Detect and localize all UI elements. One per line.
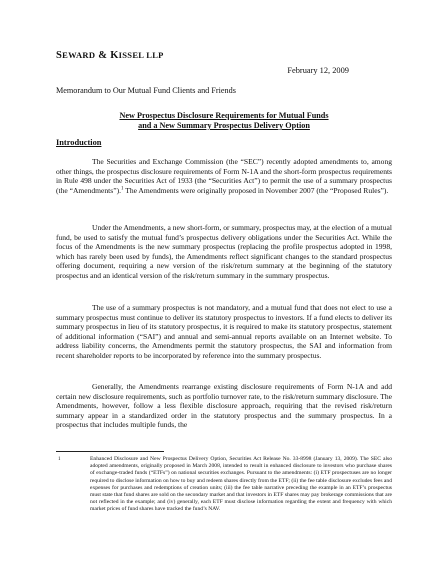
firm-letterhead (56, 50, 164, 61)
memo-title (56, 111, 392, 131)
firm-initial-1: S (56, 50, 63, 61)
paragraph-1 (56, 157, 392, 195)
memo-recipients: Memorandum to Our Mutual Fund Clients and Friends (56, 86, 236, 95)
footnote-text: Enhanced Disclosure and New Prospectus Delivery Option, Securities Act Release No. 33-8998 (January 13, 2009). The SEC also adopted amendments, originally proposed in March 2008, intended to result in enhanced disclosure to investors who purchase shares of exchange-traded funds (“ETFs”) on national securities exchanges. Pursuant to the amendments: (i) ETF prospectuses are no longer required to disclose information on how to buy and redeem shares directly from the ETF; (ii) the fee table disclosure excludes fees and expenses for purchases and redemptions of creation units; (iii) the fee table narrative preceding the example in an ETF’s prospectus must state that fund shares are sold on the secondary market and that investors in ETF shares may pay brokerage commissions that are not reflected in the example; and (iv) generally, each ETF must disclose information regarding the extent and frequency with which market prices of fund shares have tracked the fund’s NAV. (90, 456, 392, 513)
firm-name-2: ISSEL LLP (118, 50, 164, 60)
paragraph-1-tail: The Amendments were originally proposed in November 2007 (the “Proposed Rules”). (123, 185, 389, 195)
footnote-reference[interactable]: 1 (120, 186, 124, 192)
firm-name-1: EWARD (62, 50, 96, 60)
paragraph-3: The use of a summary prospectus is not mandatory, and a mutual fund that does not elect to use a summary prospectus must continue to deliver its statutory prospectus to investors. If a fund elects to deliver its summary prospectus in lieu of its statutory prospectus, it is required to make its statutory prospectus, statement of additional information (“SAI”) and annual and semi-annual reports available on an Internet website. To address liability concerns, the Amendments permit the statutory prospectus, the SAI and information from recent shareholder reports to be incorporated by reference into the summary prospectus. (56, 303, 392, 360)
memo-date: February 12, 2009 (287, 66, 349, 75)
section-heading-introduction: Introduction (56, 138, 102, 147)
paragraph-1-text: The Securities and Exchange Commission (the “SEC”) recently adopted amendments to, among other things, the prospectus disclosure requirements of Form N-1A and the short-form prospectus requirements in Rule 498 under the Securities Act of 1933 (the “Securities Act”) to permit the use of a summary prospectus (the “Amendments”). (56, 157, 392, 195)
paragraph-2: Under the Amendments, a new short-form, or summary, prospectus may, at the election of a mutual fund, be used to satisfy the mutual fund’s prospectus delivery obligations under the Securities Act. While the focus of the Amendments is the new summary prospectus (replacing the profile prospectus adopted in 1998, which has rarely been used by funds), the Amendments reflect significant changes to the standard prospectus offering document, requiring a new version of the risk/return summary at the beginning of the statutory prospectus and an identical version of the risk/return summary in the summary prospectus. (56, 223, 392, 280)
firm-ampersand: & (95, 50, 111, 61)
footnote-number: 1 (58, 457, 61, 462)
footnote-divider (56, 451, 164, 452)
firm-initial-2: K (110, 50, 119, 61)
paragraph-4: Generally, the Amendments rearrange existing disclosure requirements of Form N-1A and add certain new disclosure requirements, such as portfolio turnover rate, to the risk/return summary disclosure. The Amendments, however, follow a less flexible disclosure approach, requiring that the revised risk/return summary appear in a standardized order in the statutory prospectus and the summary prospectus. In a prospectus that includes multiple funds, the (56, 382, 392, 430)
footnote (56, 456, 392, 514)
memo-title-line-1: New Prospectus Disclosure Requirements for Mutual Funds (119, 111, 329, 120)
memo-title-line-2: and a New Summary Prospectus Delivery Option (138, 121, 310, 130)
